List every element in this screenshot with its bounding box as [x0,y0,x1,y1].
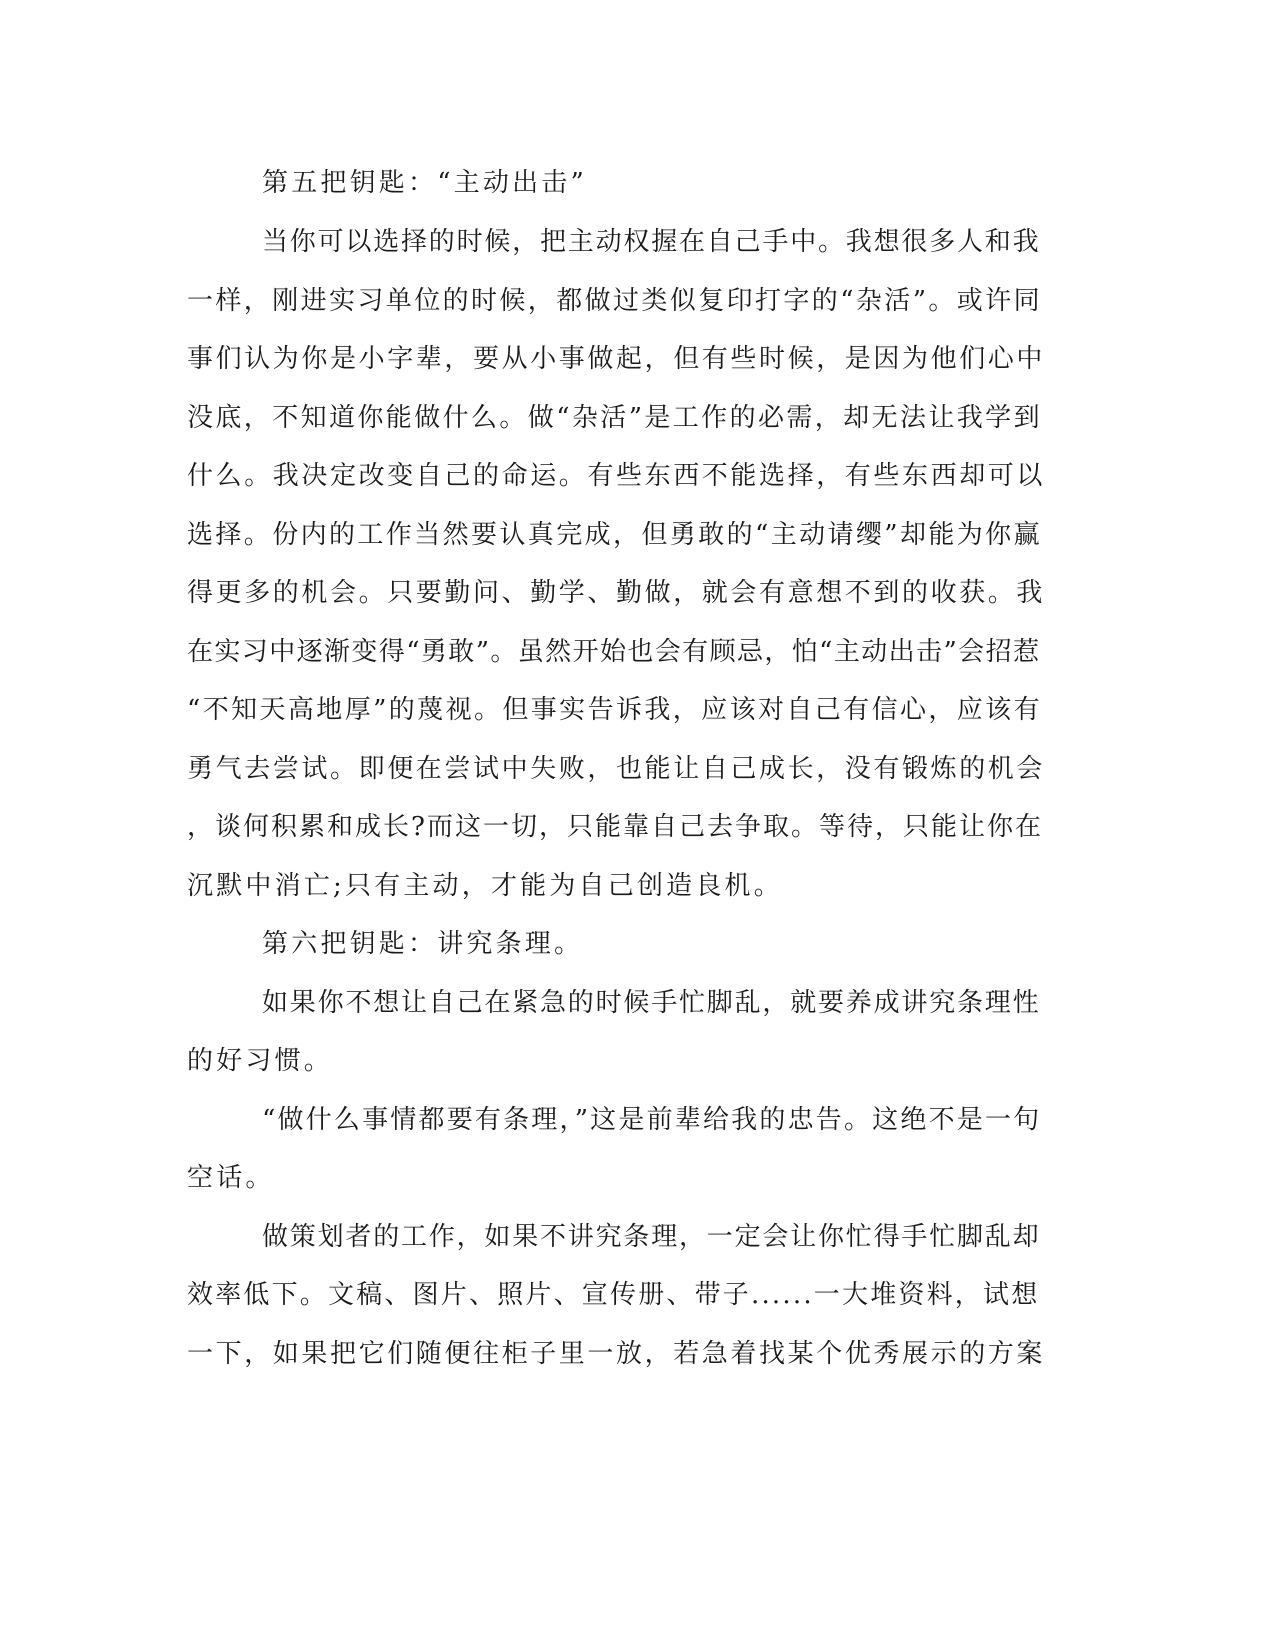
paragraph-line: “不知天高地厚”的蔑视。但事实告诉我，应该对自己有信心，应该有 [187,695,1042,725]
paragraph-line: 选择。份内的工作当然要认真完成，但勇敢的“主动请缨”却能为你赢 [187,520,1042,550]
paragraph-line: 什么。我决定改变自己的命运。有些东西不能选择，有些东西却可以 [187,461,1046,491]
paragraph-line: 效率低下。文稿、图片、照片、宣传册、带子......一大堆资料，试想 [187,1280,1040,1310]
paragraph-line: 事们认为你是小字辈，要从小事做起，但有些时候，是因为他们心中 [187,344,1046,374]
paragraph-line: ，谈何积累和成长?而这一切，只能靠自己去争取。等待，只能让你在 [187,812,1043,842]
paragraph-line: 做策划者的工作，如果不讲究条理，一定会让你忙得手忙脚乱却 [262,1222,1041,1252]
paragraph-line: 一下，如果把它们随便往柜子里一放，若急着找某个优秀展示的方案 [187,1339,1046,1369]
heading-key-five: 第五把钥匙：“主动出击” [262,168,587,198]
paragraph-line: 一样，刚进实习单位的时候，都做过类似复印打字的“杂活”。或许同 [187,286,1042,316]
paragraph-line: 沉默中消亡;只有主动，才能为自己创造良机。 [187,871,783,901]
paragraph-line: 勇气去尝试。即便在尝试中失败，也能让自己成长，没有锻炼的机会 [187,754,1046,784]
paragraph-line: “做什么事情都要有条理，”这是前辈给我的忠告。这绝不是一句 [262,1105,1042,1135]
paragraph-line: 如果你不想让自己在紧急的时候手忙脚乱，就要养成讲究条理性 [262,988,1041,1018]
paragraph-line: 的好习惯。 [187,1046,334,1076]
paragraph-line: 空话。 [187,1163,275,1193]
paragraph-line: 得更多的机会。只要勤问、勤学、勤做，就会有意想不到的收获。我 [187,578,1046,608]
paragraph-line: 当你可以选择的时候，把主动权握在自己手中。我想很多人和我 [262,227,1041,257]
paragraph-line: 在实习中逐渐变得“勇敢”。虽然开始也会有顾忌，怕“主动出击”会招惹 [187,637,1041,667]
heading-key-six: 第六把钥匙：讲究条理。 [262,929,584,959]
paragraph-line: 没底，不知道你能做什么。做“杂活”是工作的必需，却无法让我学到 [187,403,1042,433]
